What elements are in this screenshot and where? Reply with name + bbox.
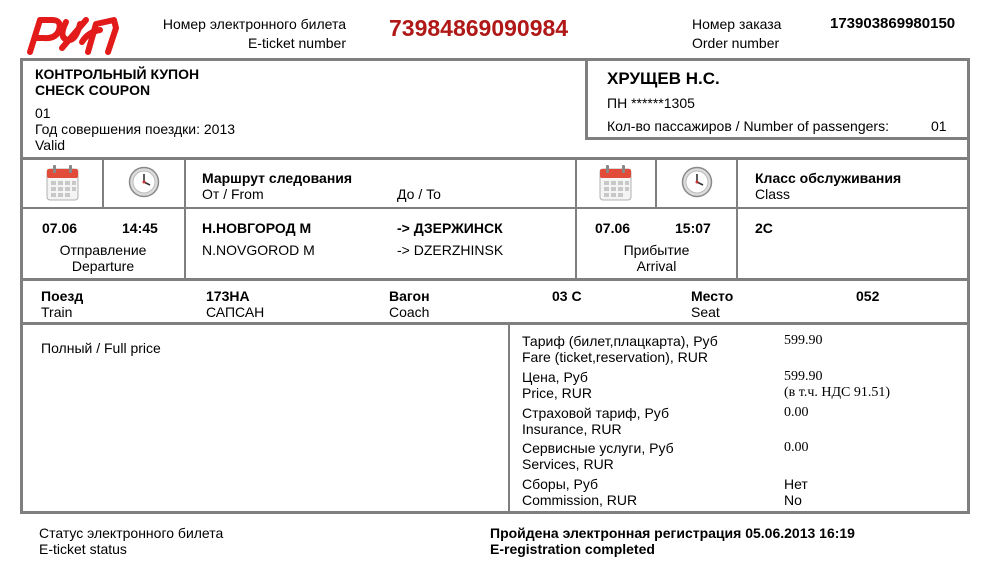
- order-number-label-ru: Номер заказа: [692, 16, 782, 32]
- passenger-document: ПН ******1305: [607, 95, 695, 111]
- calendar-icon: [599, 165, 632, 201]
- price-label-en: Fare (ticket,reservation), RUR: [522, 349, 708, 365]
- departure-label: [22, 242, 184, 274]
- departure-label-ru: Отправление: [59, 242, 147, 258]
- price-label-ru: Страховой тариф, Руб: [522, 405, 669, 421]
- rzd-logo: [22, 12, 126, 56]
- price-label-ru: Сервисные услуги, Руб: [522, 440, 674, 456]
- coupon-title: [35, 66, 199, 98]
- departure-date: 07.06: [42, 220, 78, 236]
- from-label: От / From: [202, 186, 264, 202]
- clock-icon: [681, 166, 713, 198]
- train-number: 173НА: [206, 288, 250, 304]
- clock-icon: [128, 166, 160, 198]
- status-value: [490, 525, 855, 557]
- coach-label-ru: Вагон: [389, 288, 430, 304]
- train-label-ru: Поезд: [41, 288, 84, 304]
- to-station-ru: -> ДЗЕРЖИНСК: [397, 220, 503, 236]
- price-value: 0.00: [784, 440, 809, 455]
- seat-number: 052: [856, 288, 880, 304]
- to-label: До / To: [397, 186, 441, 202]
- class-label-en: Class: [755, 186, 791, 202]
- price-label-ru: Сборы, Руб: [522, 476, 599, 492]
- coupon-year: Год совершения поездки: 2013: [35, 121, 236, 137]
- coupon-number: 01: [35, 105, 51, 121]
- price-value: 599.90: [784, 369, 823, 384]
- passenger-name: ХРУЩЕВ Н.С.: [607, 69, 720, 88]
- price-row-price: [522, 369, 592, 401]
- departure-time: 14:45: [122, 220, 158, 236]
- divider: [736, 160, 738, 279]
- order-number: 173903869980150: [830, 15, 956, 32]
- calendar-icon: [46, 165, 79, 201]
- price-row-fare: [522, 333, 718, 365]
- order-number-label-en: Order number: [692, 35, 780, 51]
- price-row-commission: [522, 476, 637, 508]
- divider: [102, 160, 104, 208]
- price-label-en: Insurance, RUR: [522, 421, 622, 437]
- ticket-number-label: [150, 16, 346, 51]
- divider: [20, 207, 970, 209]
- coupon-title-ru: КОНТРОЛЬНЫЙ КУПОН: [35, 66, 200, 82]
- status-value-ru: Пройдена электронная регистрация 05.06.2013 16:19: [490, 525, 855, 541]
- ticket-number-label-ru: Номер электронного билета: [162, 16, 346, 32]
- price-row-services: [522, 440, 674, 472]
- from-station-en: N.NOVGOROD M: [202, 242, 315, 258]
- status-label-ru: Статус электронного билета: [39, 525, 224, 541]
- status-label: [39, 525, 223, 557]
- arrival-date: 07.06: [595, 220, 631, 236]
- divider: [655, 160, 657, 208]
- arrival-time: 15:07: [675, 220, 711, 236]
- divider: [508, 325, 510, 513]
- passenger-count: 01: [931, 118, 947, 134]
- price-label-en: Price, RUR: [522, 385, 593, 401]
- ticket-number-label-en: E-ticket number: [247, 35, 346, 51]
- price-label-ru: Цена, Руб: [522, 369, 588, 385]
- coach-label-en: Coach: [389, 304, 430, 320]
- tariff-type: Полный / Full price: [41, 340, 161, 356]
- coupon-title-en: CHECK COUPON: [35, 82, 151, 98]
- price-value: 0.00: [784, 405, 809, 420]
- status-label-en: E-ticket status: [39, 541, 127, 557]
- passenger-count-label: Кол-во пассажиров / Number of passengers:: [607, 118, 889, 134]
- price-row-insurance: [522, 405, 669, 437]
- arrival-label-en: Arrival: [636, 258, 677, 274]
- train-name: САПСАН: [206, 304, 265, 320]
- price-value-en: No: [784, 492, 802, 508]
- train-label-en: Train: [41, 304, 73, 320]
- coupon-valid: Valid: [35, 137, 66, 153]
- arrival-label-ru: Прибытие: [623, 242, 690, 258]
- arrival-label: [577, 242, 736, 274]
- route-label: Маршрут следования: [202, 170, 353, 186]
- divider: [20, 322, 970, 325]
- class-label-ru: Класс обслуживания: [755, 170, 902, 186]
- seat-label-ru: Место: [691, 288, 734, 304]
- to-station-en: -> DZERZHINSK: [397, 242, 504, 258]
- ticket-number: 73984869090984: [389, 15, 569, 41]
- coach-number: 03 С: [552, 288, 582, 304]
- order-number-label: [692, 16, 781, 51]
- price-label-en: Services, RUR: [522, 456, 614, 472]
- divider: [20, 278, 970, 281]
- status-value-en: E-registration completed: [490, 541, 655, 557]
- price-vat: (в т.ч. НДС 91.51): [784, 385, 891, 400]
- class-value: 2С: [755, 220, 773, 236]
- divider: [20, 157, 970, 160]
- seat-label-en: Seat: [691, 304, 720, 320]
- from-station-ru: Н.НОВГОРОД М: [202, 220, 312, 236]
- departure-label-en: Departure: [71, 258, 135, 274]
- price-label-en: Commission, RUR: [522, 492, 638, 508]
- price-value: Нет: [784, 476, 808, 492]
- coupon-info: [35, 105, 235, 153]
- price-value: 599.90: [784, 333, 823, 348]
- price-label-ru: Тариф (билет,плацкарта), Руб: [522, 333, 718, 349]
- divider: [184, 160, 186, 279]
